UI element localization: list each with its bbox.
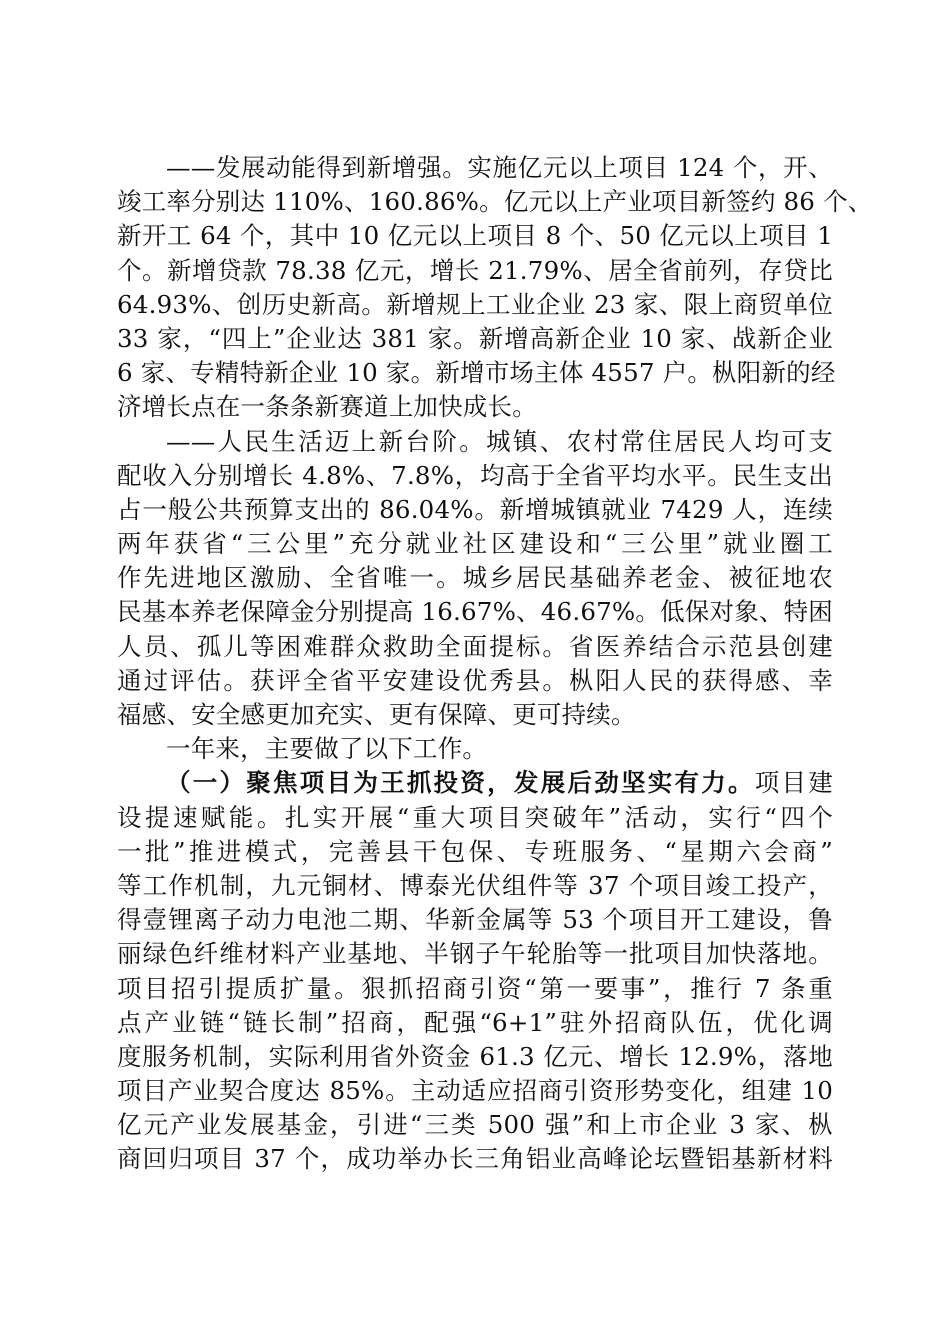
- text-line: 64.93%、创历史新高。新增规上工业企业 23 家、限上商贸单位: [117, 289, 833, 319]
- section-heading: （一）聚焦项目为王抓投资，发展后劲坚实有力。: [166, 768, 755, 798]
- text-line: [117, 766, 833, 800]
- text-line: 个。新增贷款 78.38 亿元，增长 21.79%、居全省前列，存贷比: [117, 255, 833, 285]
- text-line: 一批”推进模式，完善县干包保、专班服务、“星期六会商”: [117, 836, 833, 866]
- text-line: 项目产业契合度达 85%。主动适应招商引资形势变化，组建 10: [117, 1076, 833, 1106]
- text-line: 作先进地区激励、全省唯一。城乡居民基础养老金、被征地农: [117, 563, 833, 593]
- text-line: 亿元产业发展基金，引进“三类 500 强”和上市企业 3 家、枞: [117, 1110, 833, 1140]
- text-line: 配收入分别增长 4.8%、7.8%，均高于全省平均水平。民生支出: [117, 460, 833, 490]
- text-line: 两年获省“三公里”充分就业社区建设和“三公里”就业圈工: [117, 529, 833, 559]
- text-line: 新开工 64 个，其中 10 亿元以上项目 8 个、50 亿元以上项目 1: [117, 221, 833, 251]
- text-line: 丽绿色纤维材料产业基地、半钢子午轮胎等一批项目加快落地。: [117, 939, 833, 969]
- text-line: 点产业链“链长制”招商，配强“6+1”驻外招商队伍，优化调: [117, 1007, 833, 1037]
- text-line: 6 家、专精特新企业 10 家。新增市场主体 4557 户。枞阳新的经: [117, 358, 836, 388]
- text-line: 商回归项目 37 个，成功举办长三角铝业高峰论坛暨铝基新材料: [117, 1144, 833, 1174]
- text-line: 占一般公共预算支出的 86.04%。新增城镇就业 7429 人，连续: [117, 494, 833, 524]
- text-line: 人员、孤儿等困难群众救助全面提标。省医养结合示范县创建: [117, 631, 833, 661]
- paragraph-development-momentum: [117, 151, 873, 425]
- text-line: 一年来，主要做了以下工作。: [166, 734, 488, 764]
- paragraph-projects-investment: [117, 766, 833, 1176]
- text-line: 33 家，“四上”企业达 381 家。新增高新企业 10 家、战新企业: [117, 323, 833, 353]
- text-line: 项目招引提质扩量。狠抓招商引资“第一要事”，推行 7 条重: [117, 973, 833, 1003]
- text-line: 度服务机制，实际利用省外资金 61.3 亿元、增长 12.9%，落地: [117, 1041, 833, 1071]
- paragraph-year-summary: [117, 732, 833, 766]
- paragraph-people-livelihood: [117, 425, 833, 733]
- text-line: ——人民生活迈上新台阶。城镇、农村常住居民人均可支: [166, 426, 833, 456]
- text-line: 济增长点在一条条新赛道上加快成长。: [117, 392, 537, 422]
- text-line: 设提速赋能。扎实开展“重大项目突破年”活动，实行“四个: [117, 802, 833, 832]
- text-line: 民基本养老保障金分别提高 16.67%、46.67%。低保对象、特困: [117, 597, 834, 627]
- text-line: 竣工率分别达 110%、160.86%。亿元以上产业项目新签约 86 个、: [117, 187, 873, 217]
- text-line: 得壹锂离子动力电池二期、华新金属等 53 个项目开工建设，鲁: [117, 905, 833, 935]
- document-body: [117, 151, 873, 1177]
- text-line: 福感、安全感更加充实、更有保障、更可持续。: [117, 700, 636, 729]
- text-line: ——发展动能得到新增强。实施亿元以上项目 124 个，开、: [166, 153, 833, 182]
- text-fragment: 项目建: [754, 768, 833, 798]
- text-line: 通过评估。获评全省平安建设优秀县。枞阳人民的获得感、幸: [117, 665, 833, 695]
- text-line: 等工作机制，九元铜材、博泰光伏组件等 37 个项目竣工投产，: [117, 870, 833, 900]
